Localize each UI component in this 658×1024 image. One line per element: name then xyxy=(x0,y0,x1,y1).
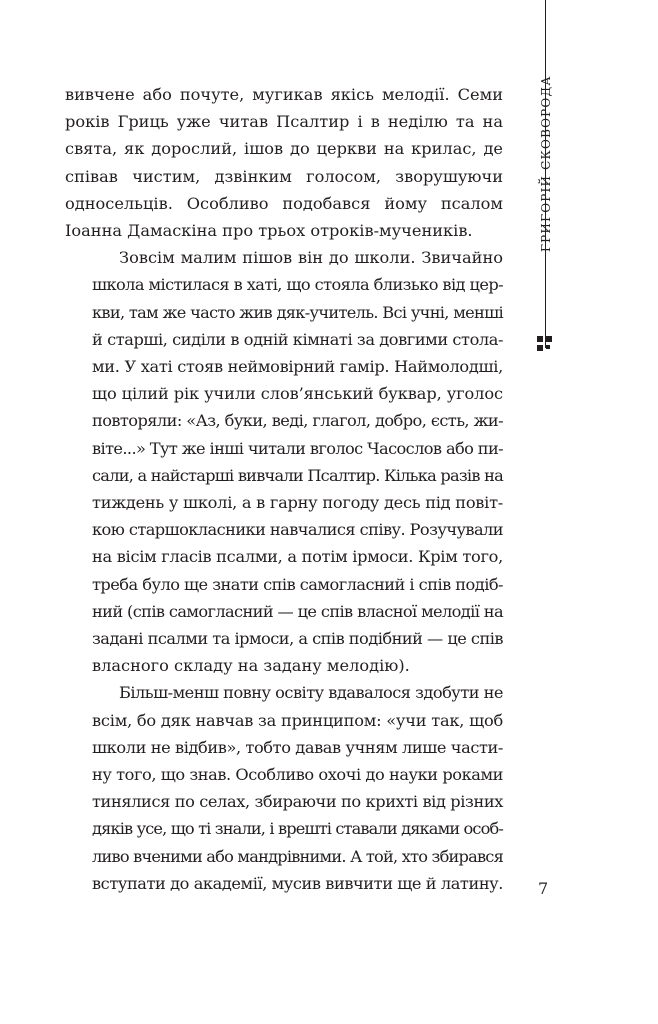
text-line: сали, а найстарші вивчали Псалтир. Кілька разів на xyxy=(92,465,503,485)
text-line: на вісім гласів псалми, а потім ірмоси. Крім того, xyxy=(92,547,503,567)
running-head: ГРИГОРІЙ СКОВОРОДА xyxy=(539,75,553,252)
text-line: років Гриць уже читав Псалтир і в неділю та на xyxy=(65,112,503,132)
text-line: кви, там же часто жив дяк-учитель. Всі учні, менші xyxy=(92,302,503,322)
text-line: тиждень у школі, а в гарну погоду десь під повіт- xyxy=(92,493,503,513)
text-line: й старші, сиділи в одній кімнаті за довгими стола- xyxy=(92,329,503,349)
page-number: 7 xyxy=(538,879,549,898)
text-line: ну того, що знав. Особливо охочі до науки роками xyxy=(92,765,503,785)
paragraph-1 xyxy=(65,81,503,244)
text-line: повторяли: «Аз, буки, веді, глагол, добро, єсть, жи- xyxy=(92,411,503,431)
text-line: всім, бо дяк навчав за принципом: «учи так, щоб xyxy=(92,710,503,730)
text-line: дяків усе, що ті знали, і врешті ставали дяками особ- xyxy=(92,819,503,839)
text-line: свята, як дорослий, ішов до церкви на крилас, де xyxy=(65,139,503,159)
text-line: вивчене або почуте, мугикав якісь мелодії. Семи xyxy=(65,85,503,104)
text-line: Іоанна Дамаскіна про трьох отроків-мучеників. xyxy=(65,221,473,241)
text-line: треба було ще знати спів самогласний і спів подіб- xyxy=(92,574,503,594)
text-line: віте...» Тут же інші читали вголос Часослов або пи- xyxy=(92,438,503,458)
text-line: що цілий рік учили слов’янський буквар, уголос xyxy=(92,384,503,404)
text-line: вступати до академії, мусив вивчити ще й латину. xyxy=(92,873,503,893)
paragraph-3 xyxy=(65,679,503,897)
ornament-icon xyxy=(537,336,553,352)
text-line: ливо вченими або мандрівними. А той, хто збирався xyxy=(92,846,503,866)
text-line: школи не відбив», тобто давав учням лише части- xyxy=(92,737,503,757)
text-line: Більш-менш повну освіту вдавалося здобути не xyxy=(119,683,503,703)
body-text xyxy=(65,81,503,897)
text-line: ний (спів самогласний — це спів власної мелодії на xyxy=(92,601,503,621)
text-line: співав чистим, дзвінким голосом, зворушуючи xyxy=(65,166,503,186)
paragraph-2 xyxy=(65,244,503,679)
text-line: кою старшокласники навчалися співу. Розучували xyxy=(92,520,503,540)
text-line: власного складу на задану мелодію). xyxy=(92,656,410,676)
text-line: задані псалми та ірмоси, а спів подібний — це спів xyxy=(92,629,503,649)
text-line: ми. У хаті стояв неймовірний гамір. Наймолодші, xyxy=(92,357,503,377)
text-line: тинялися по селах, збираючи по крихті від різних xyxy=(92,792,503,812)
text-line: Зовсім малим пішов він до школи. Звичайно xyxy=(119,248,503,268)
text-line: школа містилася в хаті, що стояла близько від цер- xyxy=(92,275,503,295)
text-line: односельців. Особливо подобався йому псалом xyxy=(65,193,503,213)
